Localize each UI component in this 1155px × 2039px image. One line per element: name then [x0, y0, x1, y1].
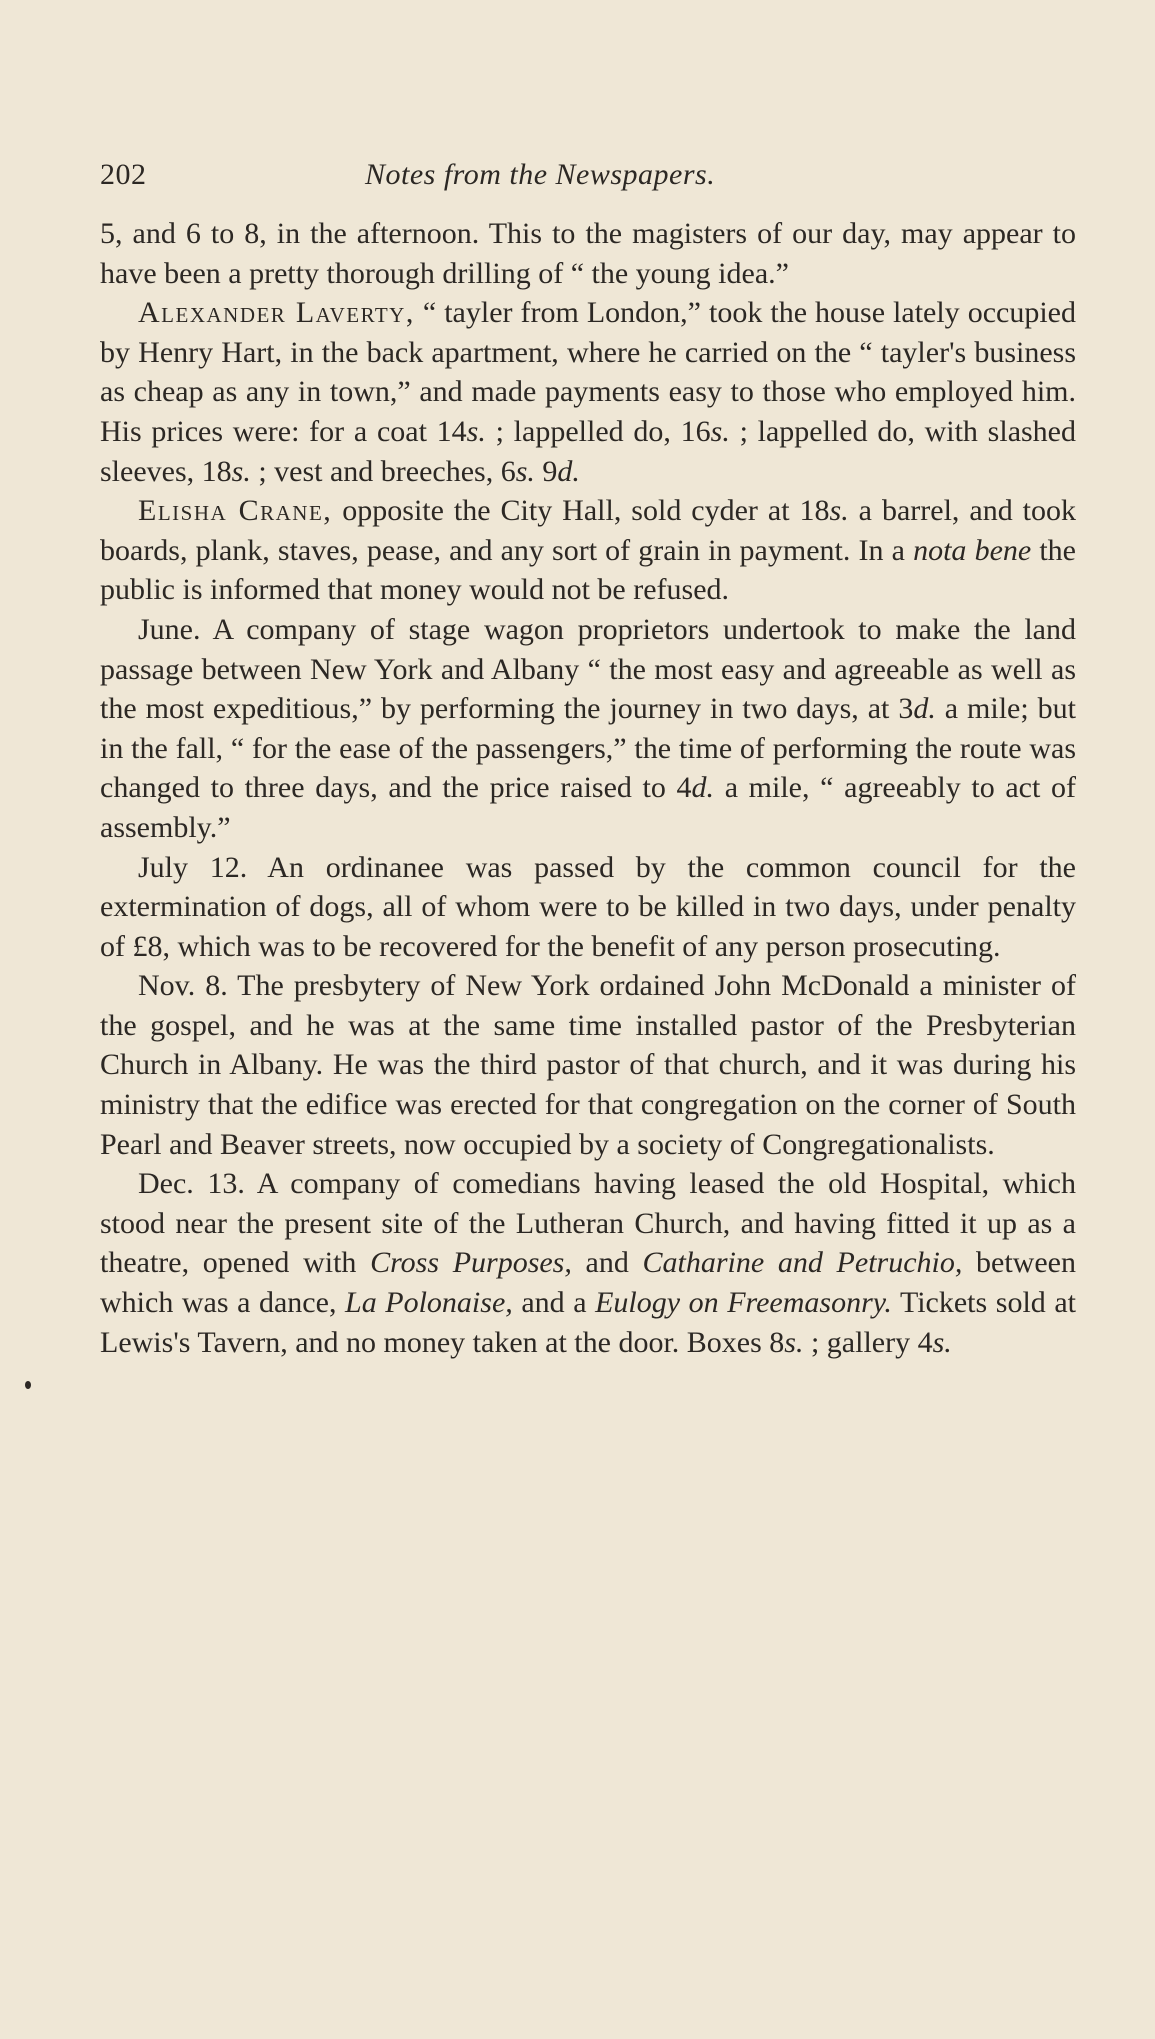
dance-title: La Polonaise, [345, 1286, 513, 1320]
paragraph-text: ; vest and breeches, 6 [250, 454, 516, 488]
paragraph-text: the public is informed that money would not be refused. [100, 533, 1076, 607]
paragraph-text: ; gallery 4 [803, 1325, 933, 1359]
paragraph-text: a mile; but in the fall, “ for the ease of the passengers,” the time of performing the route was changed to three days, and the price raised to 4 [100, 692, 1076, 805]
paragraph-text: “ tayler from London,” took the house lately occupied by Henry Hart, in the back apartment, where he carried on the “ tayler's business as cheap as any in town,” and made payments easy to those who employed him. His prices were: for a coat 14 [100, 296, 1076, 448]
paragraph-text: and a [512, 1286, 596, 1320]
paragraph-text: June. A company of stage wagon proprietors undertook to make the land passage between New York and Albany “ the most easy and agreeable as well as the most expeditious,” by performing the journey in two days, at 3 [100, 612, 1076, 726]
play-title: Cross Purposes, [370, 1246, 572, 1280]
paragraph-text: July 12. An ordinanee was passed by the common council for the extermination of dogs, all of whom were to be killed in two days, under penalty of £8, which was to be recovered for the benefit of any person prosecuting. [100, 850, 1076, 963]
paragraph-crane [100, 491, 1076, 610]
currency-unit: s. [784, 1325, 804, 1359]
paragraph-text: 9 [534, 454, 558, 488]
latin-phrase: nota bene [913, 533, 1032, 567]
paragraph-text: between which was a dance, [100, 1246, 1076, 1320]
text-block [100, 158, 1076, 1362]
page-number: 202 [100, 158, 147, 191]
paragraph-text: a mile, “ agreeably to act of assembly.” [100, 771, 1076, 844]
play-title: Eulogy on Freemasonry. [595, 1286, 892, 1320]
paragraph-laverty [100, 293, 1076, 491]
play-title: Catharine and Petruchio, [642, 1246, 963, 1280]
currency-unit: s. [231, 454, 251, 488]
currency-unit: s. [466, 414, 486, 448]
currency-unit: d. [557, 454, 580, 488]
person-name: Elisha Crane, [138, 494, 333, 528]
running-title: Notes from the Newspapers. [365, 158, 716, 191]
currency-unit: s. [710, 414, 730, 448]
paragraph-june [100, 610, 1076, 848]
currency-unit: d. [691, 771, 715, 805]
paragraph-july [100, 848, 1076, 967]
paragraph-december [100, 1164, 1076, 1362]
paragraph-continuation [100, 214, 1076, 293]
currency-unit: d. [913, 692, 936, 726]
paragraph-text: ; lappelled do, with slashed sleeves, 18 [100, 414, 1076, 488]
paragraph-text: Nov. 8. The presbytery of New York ordained John McDonald a minister of the gospel, and he was at the same time installed pastor of the Presbyterian Church in Albany. He was the third pastor of that church, and it was during his ministry that the edifice was erected for that congregation on the corner of South Pearl and Beaver streets, now occupied by a society of Congregationalists. [100, 969, 1076, 1161]
currency-unit: s. [515, 454, 535, 488]
margin-ink-speck [25, 1381, 31, 1389]
paragraph-text: 5, and 6 to 8, in the afternoon. This to the magisters of our day, may appear to have been a pretty thorough drilling of “ the young idea.” [100, 217, 1076, 290]
paragraph-text: Dec. 13. A company of comedians having leased the old Hospital, which stood near the present site of the Lutheran Church, and having fitted it up as a theatre, opened with [100, 1167, 1076, 1280]
currency-unit: s. [932, 1325, 952, 1359]
paragraph-text: opposite the City Hall, sold cyder at 18 [332, 494, 830, 528]
page-header [100, 158, 1076, 214]
paragraph-november [100, 966, 1076, 1164]
paragraph-text: a barrel, and took boards, plank, staves, pease, and any sort of grain in payment. In a [100, 494, 1076, 567]
paragraph-text: and [571, 1246, 643, 1280]
paragraph-text: ; lappelled do, 16 [485, 414, 711, 448]
currency-unit: s. [829, 494, 849, 528]
paragraph-text: Tickets sold at Lewis's Tavern, and no money taken at the door. Boxes 8 [100, 1286, 1076, 1359]
person-name: Alexander Laverty, [138, 296, 415, 330]
